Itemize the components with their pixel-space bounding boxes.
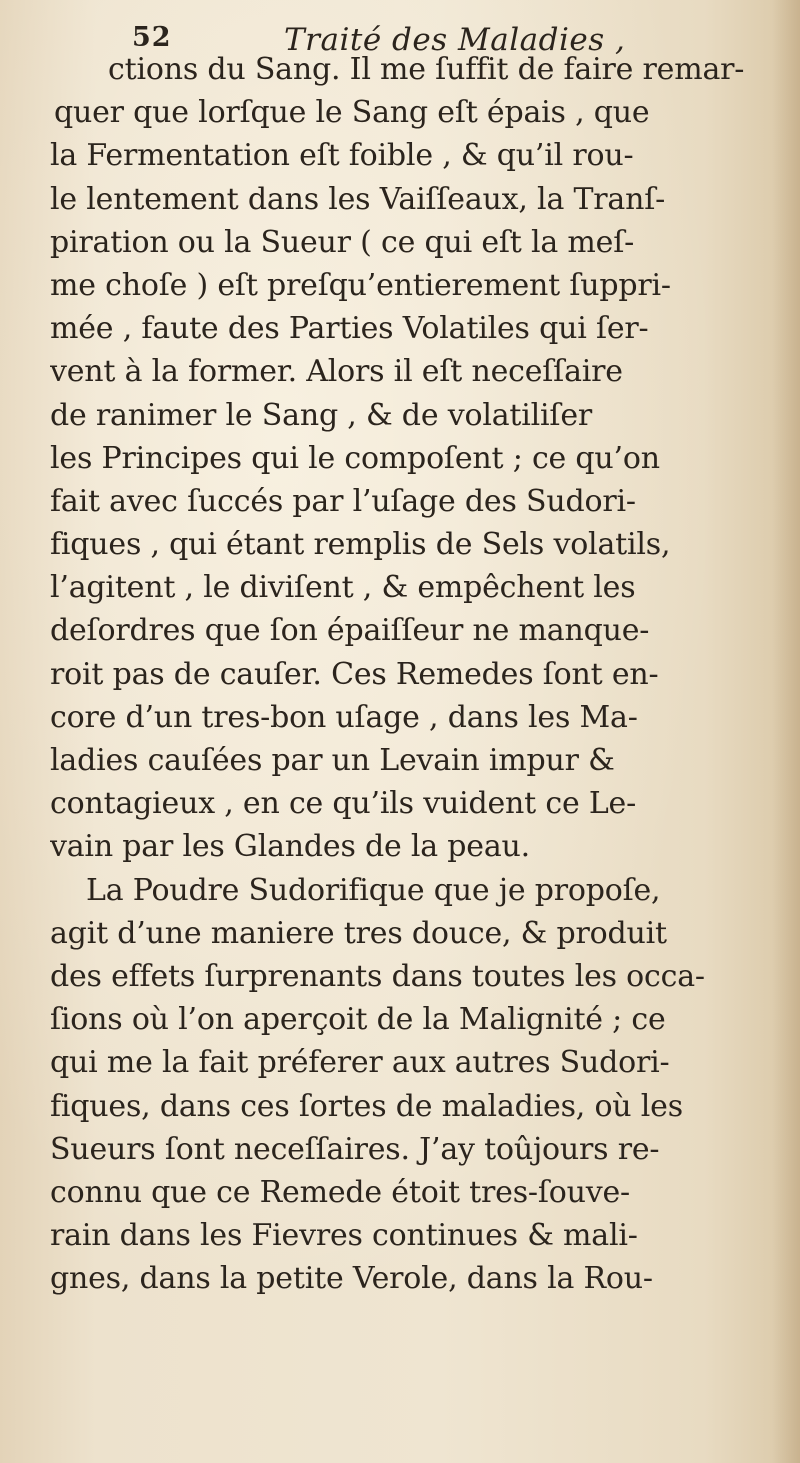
page-number: 52 [132, 22, 172, 53]
text-line: ſions où l’on aperçoit de la Malignité ; ce [50, 1002, 666, 1038]
text-line: contagieux , en ce qu’ils vuident ce Le- [50, 786, 637, 822]
text-line: La Poudre Sudorifique que je propoſe, [86, 872, 661, 908]
text-line: le lentement dans les Vaiſſeaux, la Tranſ- [50, 181, 666, 217]
text-line: roit pas de cauſer. Ces Remedes ſont en- [50, 656, 659, 692]
text-line: ladies cauſées par un Levain impur & [50, 743, 615, 778]
text-line: ctions du Sang. Il me ſuffit de faire remar- [108, 52, 745, 87]
text-line: Sueurs ſont neceſſaires. J’ay toûjours re- [50, 1131, 660, 1167]
text-line: qui me la fait préferer aux autres Sudori- [50, 1045, 670, 1081]
text-line: vent à la former. Alors il eſt neceſſaire [50, 354, 623, 390]
text-line: vain par les Glandes de la peau. [50, 829, 531, 865]
text-line: agit d’une maniere tres douce, & produit [50, 915, 667, 951]
text-line: piration ou la Sueur ( ce qui eſt la meſ- [50, 224, 635, 260]
body-text [50, 48, 750, 1300]
text-line: core d’un tres-bon uſage , dans les Ma- [50, 699, 638, 735]
running-title: Traité des Maladies , [284, 22, 626, 58]
text-line: fait avec ſuccés par l’uſage des Sudori- [50, 483, 636, 519]
text-line: mée , faute des Parties Volatiles qui ſer- [50, 311, 649, 347]
text-line: l’agitent , le diviſent , & empêchent les [50, 570, 636, 606]
text-line: deſordres que ſon épaiſſeur ne manque- [50, 613, 650, 649]
text-line: de ranimer le Sang , & de volatiliſer [50, 397, 593, 433]
text-line: fiques, dans ces ſortes de maladies, où les [50, 1088, 683, 1124]
text-line: connu que ce Remede étoit tres-ſouve- [50, 1174, 630, 1210]
text-line: fiques , qui étant remplis de Sels volatils, [50, 527, 671, 563]
text-line: les Principes qui le compoſent ; ce qu’on [50, 440, 660, 476]
text-line: quer que lorſque le Sang eſt épais , que [54, 95, 650, 131]
text-line: la Fermentation eſt foible , & qu’il rou- [50, 138, 634, 174]
text-line: gnes, dans la petite Verole, dans la Rou- [50, 1261, 653, 1297]
text-line: rain dans les Fievres continues & mali- [50, 1218, 638, 1254]
text-line: des effets ſurprenants dans toutes les occa- [50, 958, 705, 994]
text-line: me choſe ) eſt preſqu’entierement ſuppri- [50, 267, 671, 303]
